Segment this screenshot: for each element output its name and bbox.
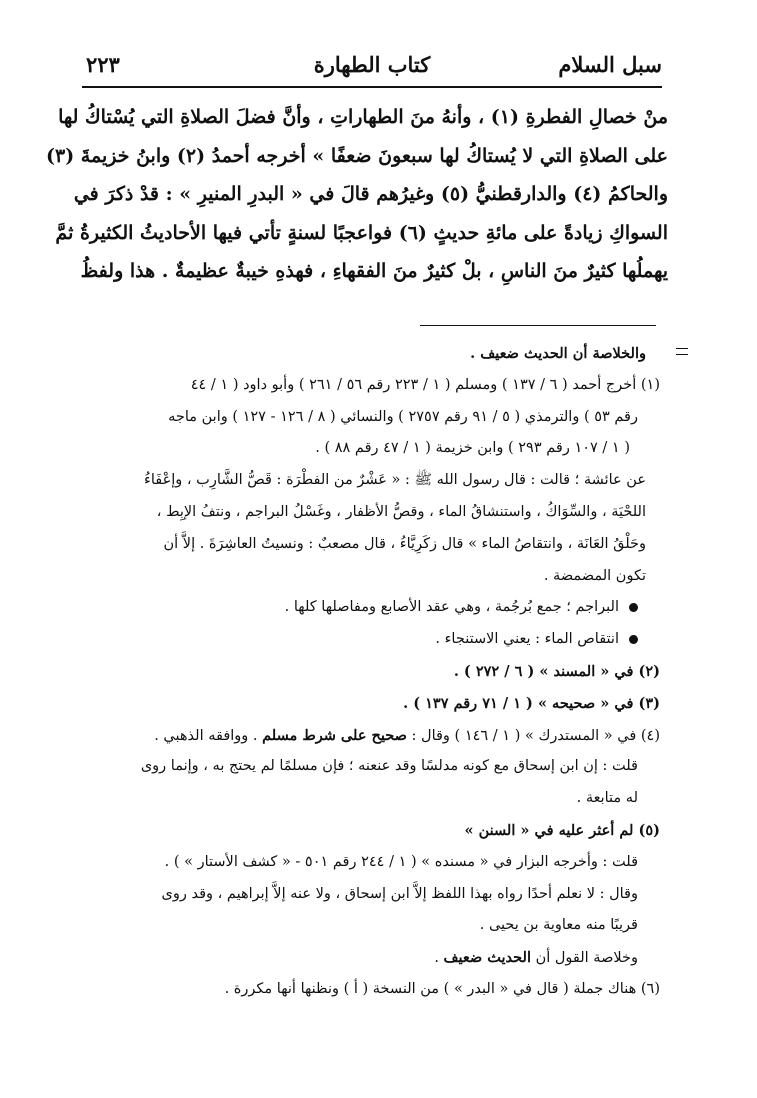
conclusion-verdict: الحديث ضعيف [443, 949, 531, 967]
running-header [82, 48, 662, 88]
footnote-4-prefix: (٤) في « المستدرك » ( ١ / ١٤٦ ) وقال : [406, 727, 660, 744]
footnote-5-line: وقال : لا نعلم أحدًا رواه بهذا اللفظ إلاَّ ابن إسحاق ، ولا عنه إلاَّ إبراهيم ، وقد روى [161, 885, 638, 902]
footnote-2: (٢) في « المسند » ( ٦ / ٢٧٢ ) . [453, 662, 660, 680]
bullet-item [82, 624, 660, 656]
footnote-1-line: ( ١ / ١٠٧ رقم ٢٩٣ ) وابن خزيمة ( ١ / ٤٧ رقم ٨٨ ) . [315, 440, 630, 457]
footnote-4-comment: قلت : إن ابن إسحاق مع كونه مدلسًا وقد عنعنه ؛ فإن مسلمًا لم يحتج به ، وإنما روى [140, 758, 638, 775]
main-text-line: السواكِ زيادةً على مائةِ حديثٍ (٦) فواعجبًا لسنةٍ تأتي فيها الأحاديثُ الكثيرةُ ثمَّ [55, 221, 668, 244]
footnotes [82, 338, 660, 1006]
footnote-3: (٣) في « صحيحه » ( ١ / ٧١ رقم ١٣٧ ) . [403, 694, 660, 712]
footnote-4 [82, 720, 660, 752]
bullet-item [82, 592, 660, 624]
footnote-1-line: وحَلْقُ العَانَة ، وانتقاصُ الماء » قال زكَرِيَّاءُ ، قال مصعبٌ : ونسيتُ العاشِرَةَ . إلاَّ أن [163, 535, 646, 552]
footnote-1-line: (١) أخرج أحمد ( ٦ / ١٣٧ ) ومسلم ( ١ / ٢٢٣ رقم ٥٦ / ٢٦١ ) وأبو داود ( ١ / ٤٤ [190, 376, 660, 393]
footnote-1-line: تكون المضمضة . [543, 567, 646, 584]
footnote-1-line: عن عائشة ؛ قالت : قال رسول الله ﷺ : « عَشْرٌ من الفطْرَة : قَصُّ الشَّارِب ، وإعْفَاءُ [144, 472, 646, 489]
main-text [45, 98, 668, 291]
book-title: سبل السلام [558, 52, 662, 77]
page-number: ٢٢٣ [86, 52, 120, 77]
main-text-line: منْ خصالِ الفطرةِ (١) ، وأنهُ منَ الطهاراتِ ، وأنَّ فضلَ الصلاةِ التي يُسْتاكُ لها [58, 106, 668, 128]
margin-mark [676, 348, 688, 355]
footnote-5-line: قلت : وأخرجه البزار في « مسنده » ( ١ / ٢٤٤ رقم ٥٠١ - « كشف الأستار » ) . [164, 853, 638, 870]
conclusion-suffix: . [434, 950, 444, 967]
footnote-separator [420, 325, 656, 326]
main-text-line: والحاكمُ (٤) والدارقطنيُّ (٥) وغيرُهم قالَ في « البدرِ المنيرِ » : قدْ ذكرَ في [73, 183, 668, 205]
main-text-line: يهملُها كثيرٌ منَ الناسِ ، بلْ كثيرٌ منَ الفقهاءِ ، فهذهِ خيبةٌ عظيمةٌ . هذا ولفظُ [80, 260, 668, 282]
footnote-5-line: قريبًا منه معاوية بن يحيى . [479, 917, 638, 934]
bullet-icon [629, 635, 638, 644]
footnote-5: (٥) لم أعثر عليه في « السنن » [464, 821, 660, 839]
footnote-4-suffix: . ووافقه الذهبي . [154, 727, 263, 744]
footnote-4-comment: له متابعة . [576, 790, 638, 807]
footnote-6: (٦) هناك جملة ( قال في « البدر » ) من النسخة ( أ ) ونظنها أنها مكررة . [224, 980, 660, 997]
bullet-text: انتقاص الماء : يعني الاستنجاء . [435, 631, 619, 648]
footnote-intro: والخلاصة أن الحديث ضعيف . [470, 345, 646, 362]
main-text-line: على الصلاةِ التي لا يُستاكُ لها سبعونَ ضعفًا » أخرجه أحمدُ (٢) وابنُ خزيمةَ (٣) [45, 144, 668, 167]
footnote-5-conclusion [82, 942, 660, 974]
footnote-1-line: اللحْيَة ، والسِّوَاكُ ، واستنشاقُ الماء ، وقصُّ الأظفار ، وغَسْلُ البراجم ، ونتفُ الإبِط ، [156, 503, 646, 520]
bullet-icon [629, 603, 638, 612]
chapter-title: كتاب الطهارة [313, 52, 431, 77]
footnote-4-verdict: صحيح على شرط مسلم [262, 726, 407, 744]
footnote-1-line: رقم ٥٣ ) والترمذي ( ٥ / ٩١ رقم ٢٧٥٧ ) والنسائي ( ٨ / ١٢٦ - ١٢٧ ) وابن ماجه [168, 408, 638, 425]
conclusion-prefix: وخلاصة القول أن [530, 950, 638, 967]
bullet-text: البراجم ؛ جمع بُرجُمة ، وهي عقد الأصابع ومفاصلها كلها . [284, 599, 619, 616]
